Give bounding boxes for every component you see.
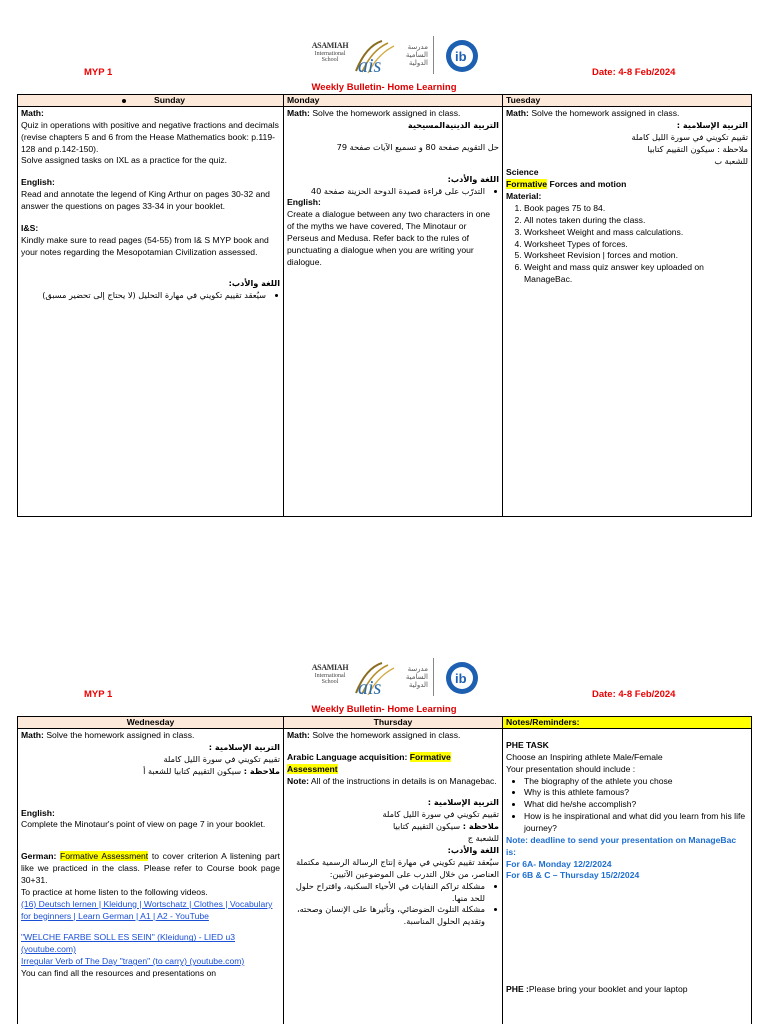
bulletin-title: Weekly Bulletin- Home Learning <box>311 704 457 715</box>
ib-logo-icon <box>444 660 480 696</box>
date-label: Date: 4-8 Feb/2024 <box>592 67 676 78</box>
svg-text:ais: ais <box>358 677 382 698</box>
col-thursday: Thursday <box>284 717 503 729</box>
svg-text:ais: ais <box>358 55 382 76</box>
school-logo <box>310 36 485 78</box>
school-logo <box>310 658 485 700</box>
svg-text:ib: ib <box>455 49 467 64</box>
schedule-table <box>17 94 752 517</box>
schedule-table <box>17 716 752 1024</box>
logo-divider <box>433 658 434 696</box>
school-name-ar: مدرسة السامية الدولية <box>405 666 428 690</box>
logo-divider <box>433 36 434 74</box>
school-name-en: ASAMIAH International School <box>311 663 349 686</box>
cell-monday: Math: Solve the homework assigned in class. التربية الدينيةالمسيحية حل التقويم صفحة 80 و تسميع الآيات صفحة 79 اللغة والأدب: • التدرّب على قراءة قصيدة الدوحة الحزينة صفحة 40 English: Create a dialogue between any two characters in one of the myths we have covered, The Minotaur or Perseus and Medusa. Refer back to the rules of punctuating a dialogue when you are writing your dialogue. <box>284 107 503 517</box>
col-wednesday: Wednesday <box>18 717 284 729</box>
cell-sunday: Math: Quiz in operations with positive and negative fractions and decimals (revise chapters 5 and 6 from the Hease Mathematics book: p.119-128 and p.142-150). Solve assigned tasks on IXL as a practice for the quiz. English: Read and annotate the legend of King Arthur on pages 30-32 and answer the questions on pages 33-34 in your booklet. I&S: Kindly make sure to read pages (54-55) from I& S MYP book and your notes regarding the Mesopotamian Civilization assessed. اللغة والأدب: • سيُعقد تقييم تكويني في مهارة التحليل (لا يحتاج إلى تحضير مسبق) <box>18 107 284 517</box>
date-label: Date: 4-8 Feb/2024 <box>592 689 676 700</box>
bulletin-title: Weekly Bulletin- Home Learning <box>311 82 457 93</box>
grade-label: MYP 1 <box>84 689 113 700</box>
video-link-2[interactable]: "WELCHE FARBE SOLL ES SEIN" (Kleidung) - LIED u3 (youtube.com) <box>21 932 236 955</box>
video-link-3[interactable]: Irregular Verb of The Day "tragen" (to carry) (youtube.com) <box>21 956 245 967</box>
ais-logo-icon <box>352 38 398 76</box>
col-sunday: Sunday <box>18 95 284 107</box>
cell-thursday: Math: Solve the homework assigned in class. Arabic Language acquisition: Formative Assessment Note: All of the instructions in details is on Managebac. التربية الإسلامية : تقييم تكويني في سورة الليل كاملة ملاحظة : سيكون التقييم كتابيا للشعبة ج اللغة والأدب: سيُعقد تقييم تكويني في مهارة إنتاج الرسالة الرسمية مكتملة العناصر، من خلال التدرب على الموضوعين الآتيين: • مشكلة تراكم النفايات في الأحياء السكنية، واقتراح حلول للحد منها. • مشكلة التلوث الضوضائي، وتأثيرها على الإنسان وصحته، وتقديم الحلول المناسبة. <box>284 729 503 1024</box>
col-notes: Notes/Reminders: <box>503 717 752 729</box>
school-name-ar: مدرسة السامية الدولية <box>405 44 428 68</box>
bulletin-page-2 <box>0 622 768 995</box>
materials-list: 1. Book pages 75 to 84. 2. All notes taken during the class. 3. Worksheet Weight and mass calculations. 4. Worksheet Types of forces. 5. Worksheet Revision | forces and motion. 6. Weight and mass quiz answer key uploaded on ManageBac. <box>524 203 748 286</box>
svg-text:ib: ib <box>455 671 467 686</box>
cell-wednesday: Math: Solve the homework assigned in class. التربية الإسلامية : تقييم تكويني في سورة الليل كاملة ملاحظة : سيكون التقييم كتابيا للشعبة أ English: Complete the Minotaur's point of view on page 7 in your booklet. German: Formative Assessment to cover criterion A listening part like we practiced in the class. Please refer to Course book page 30+31. To practice at home listen to the following videos. (16) Deutsch lernen | Kleidung | Wortschatz | Clothes | Vocabulary for beginners | Learn German | A1 | A2 - YouTube "WELCHE FARBE SOLL ES SEIN" (Kleidung) - LIED u3 (youtube.com) Irregular Verb of The Day "tragen" (to carry) (youtube.com) You can find all the resources and presentations on <box>18 729 284 1024</box>
bullet-icon <box>122 99 126 103</box>
cell-notes: PHE TASK Choose an Inspiring athlete Male/Female Your presentation should include : • The biography of the athlete you chose • Why is this athlete famous? • What did he/she accomplish? • How is he inspirational and what did you learn from his life journey? Note: deadline to send your presentation on ManageBac is: For 6A- Monday 12/2/2024 For 6B & C – Thursday 15/2/2024 PHE :Please bring your booklet and your laptop <box>503 729 752 1024</box>
ais-logo-icon <box>352 660 398 698</box>
cell-tuesday: Math: Solve the homework assigned in class. التربية الإسلامية : تقييم تكويني في سورة الليل كاملة ملاحظة : سيكون التقييم كتابيا للشعبة ب Science Formative Forces and motion Material: 1. Book pages 75 to 84. 2. All notes taken during the class. 3. Worksheet Weight and mass calculations. 4. Worksheet Types of forces. 5. Worksheet Revision | forces and motion. 6. Weight and mass quiz answer key uploaded on ManageBac. <box>503 107 752 517</box>
page-header <box>0 622 768 717</box>
video-link-1[interactable]: (16) Deutsch lernen | Kleidung | Wortschatz | Clothes | Vocabulary for beginners | Learn German | A1 | A2 - YouTube <box>21 898 273 921</box>
col-tuesday: Tuesday <box>503 95 752 107</box>
grade-label: MYP 1 <box>84 67 113 78</box>
bulletin-page-1 <box>0 0 768 301</box>
col-monday: Monday <box>284 95 503 107</box>
school-name-en: ASAMIAH International School <box>311 41 349 64</box>
page-header <box>0 0 768 95</box>
ib-logo-icon <box>444 38 480 74</box>
presentation-requirements: • The biography of the athlete you chose • Why is this athlete famous? • What did he/she accomplish? • How is he inspirational and what did you learn from his life journey? <box>524 776 748 835</box>
